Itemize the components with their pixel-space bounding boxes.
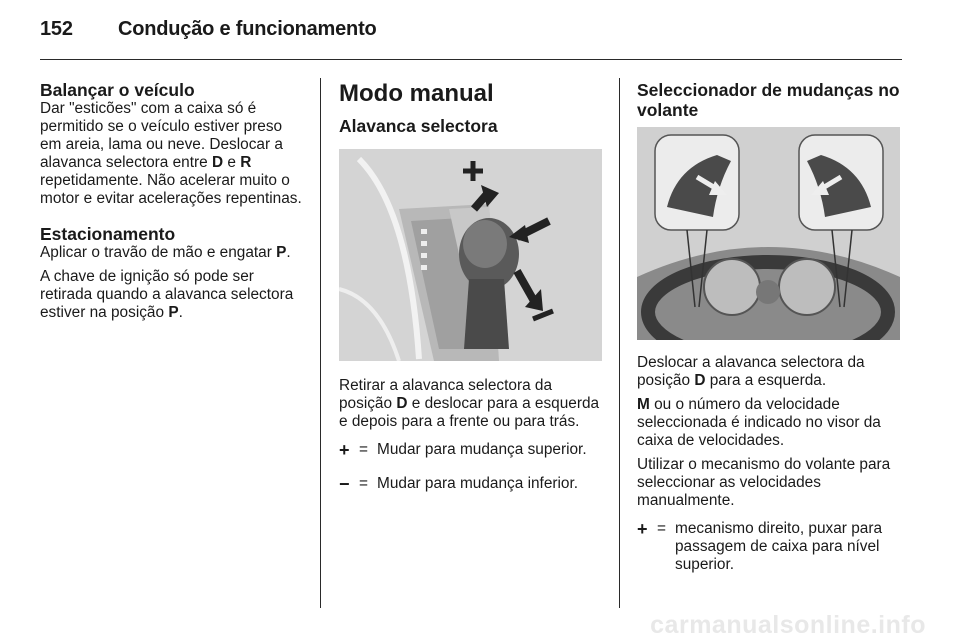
paragraph-estacionamento-2: A chave de ignição só pode ser retirada quando a alavanca selectora estiver na posição P. [40, 268, 294, 321]
header-rule [40, 59, 902, 60]
paragraph-visor: M ou o número da velocidade seleccionada é indicado no visor da caixa de velocidades. [637, 396, 881, 449]
heading-alavanca-selectora: Alavanca selectora [339, 116, 498, 136]
plus-icon: + [339, 440, 350, 460]
list-item-upshift: + = Mudar para mudança superior. [339, 440, 587, 460]
list-item-right-paddle: + = mecanismo direito, puxar para passagem de caixa para nível superior. [637, 519, 883, 573]
column-2 [339, 80, 605, 493]
section-title: Condução e funcionamento [118, 18, 377, 40]
paragraph-deslocar: Deslocar a alavanca selectora da posição D para a esquerda. [637, 354, 865, 389]
heading-estacionamento: Estacionamento [40, 224, 176, 244]
column-3 [637, 80, 903, 574]
minus-icon: − [339, 474, 350, 494]
column-1 [40, 80, 305, 328]
column-divider-1 [320, 78, 321, 608]
watermark: carmanualsonline.info [650, 611, 926, 639]
heading-seleccionador: Seleccionador de mudanças no volante [637, 80, 900, 120]
plus-icon: + [637, 519, 648, 539]
paragraph-retirar: Retirar a alavanca selectora da posição D e deslocar para a esquerda e depois para a frente ou para trás. [339, 377, 600, 430]
steering-paddle-illustration [637, 127, 900, 340]
gear-selector-illustration [339, 149, 602, 361]
column-divider-2 [619, 78, 620, 608]
paragraph-balancar: Dar "esticões" com a caixa só é permitido se o veículo estiver preso em areia, lama ou neve. Deslocar a alavanca selectora entre D e R repetidamente. Não acelerar muito o motor e evitar acelerações repentinas. [40, 100, 302, 207]
page-header [40, 18, 377, 41]
paragraph-estacionamento-1: Aplicar o travão de mão e engatar P. [40, 244, 291, 261]
heading-balancar: Balançar o veículo [40, 80, 195, 100]
heading-modo-manual: Modo manual [339, 80, 494, 107]
page-number: 152 [40, 18, 73, 40]
paragraph-utilizar: Utilizar o mecanismo do volante para seleccionar as velocidades manualmente. [637, 456, 891, 509]
list-item-downshift: − = Mudar para mudança inferior. [339, 474, 579, 494]
